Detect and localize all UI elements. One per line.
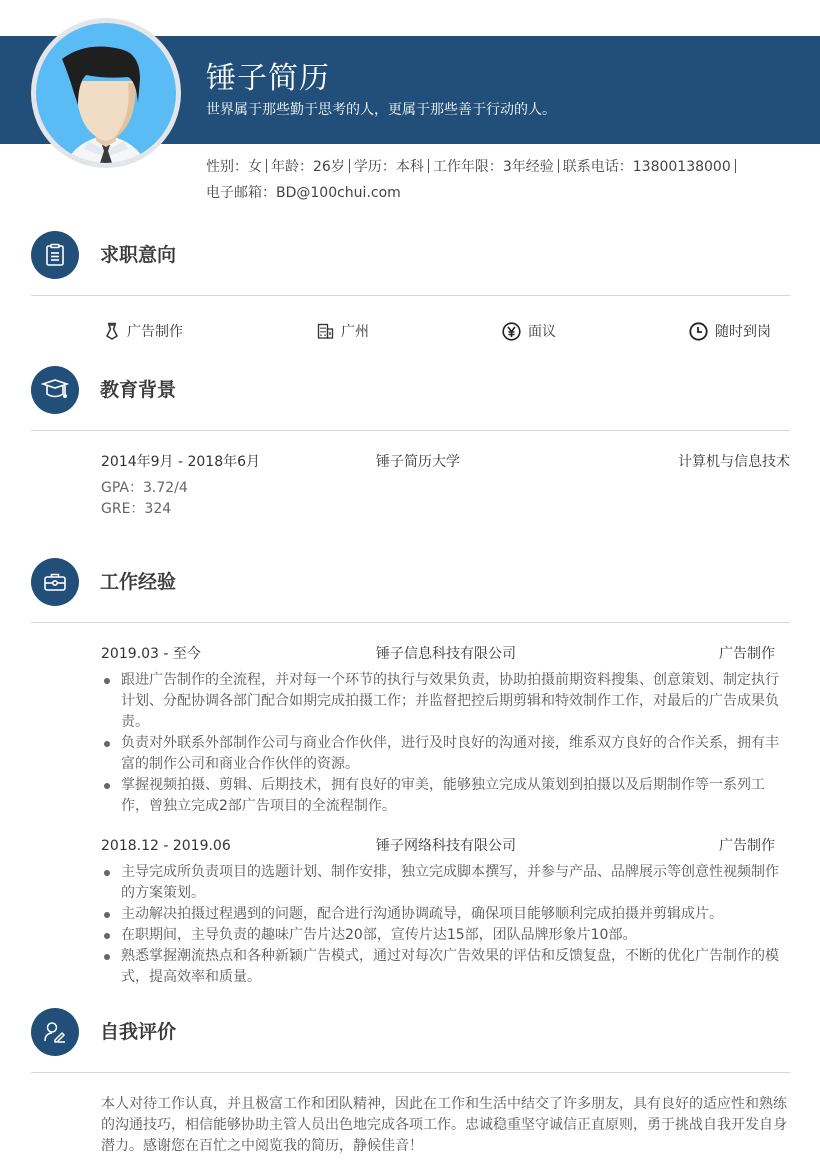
education-row <box>101 451 790 473</box>
list-item: 熟悉掌握潮流热点和各种新颖广告模式，通过对每次广告效果的评估和反馈复盘，不断的优化广告制作的模式，提高效率和质量。 <box>101 946 781 988</box>
list-item: 主导完成所负责项目的选题计划、制作安排，独立完成脚本撰写，并参与产品、品牌展示等创意性视频制作的方案策划。 <box>101 862 781 904</box>
list-item: 主动解决拍摄过程遇到的问题，配合进行沟通协调疏导，确保项目能够顺利完成拍摄并剪辑成片。 <box>101 904 781 925</box>
info-age: 年龄：26岁 <box>271 159 345 175</box>
job-header-2 <box>101 835 790 857</box>
graduation-cap-icon <box>31 366 79 414</box>
education-school: 锤子简历大学 <box>376 454 460 470</box>
info-separator <box>735 159 736 173</box>
personal-info <box>206 154 796 206</box>
education-gre: GRE：324 <box>101 501 172 517</box>
job-role: 广告制作 <box>719 646 775 662</box>
job-period: 2019.03 - 至今 <box>101 646 201 662</box>
intent-salary-label: 面议 <box>528 324 556 340</box>
info-separator <box>428 159 429 173</box>
list-item: 在职期间，主导负责的趣味广告片达20部，宣传片达15部，团队品牌形象片10部。 <box>101 925 781 946</box>
intent-item-salary <box>502 318 556 344</box>
clipboard-icon <box>31 231 79 279</box>
intent-city-label: 广州 <box>341 324 369 340</box>
avatar <box>31 18 181 168</box>
list-item: 掌握视频拍摄、剪辑、后期技术，拥有良好的审美，能够独立完成从策划到拍摄以及后期制作等一系列工作，曾独立完成2部广告项目的全流程制作。 <box>101 775 781 817</box>
job-period: 2018.12 - 2019.06 <box>101 838 231 854</box>
info-years: 工作年限：3年经验 <box>432 159 554 175</box>
job-company: 锤子网络科技有限公司 <box>376 838 516 854</box>
job-company: 锤子信息科技有限公司 <box>376 646 516 662</box>
list-item: 负责对外联系外部制作公司与商业合作伙伴，进行及时良好的沟通对接，维系双方良好的合作关系，拥有丰富的制作公司和商业合作伙伴的资源。 <box>101 733 781 775</box>
self-evaluation-text: 本人对待工作认真，并且极富工作和团队精神，因此在工作和生活中结交了许多朋友，具有良好的适应性和熟练的沟通技巧，相信能够协助主管人员出色地完成各项工作。忠诚稳重坚守诚信正直原则，勇于挑战自我开发自身潜力。感谢您在百忙之中阅览我的简历，静候佳音！ <box>101 1096 787 1154</box>
info-separator <box>349 159 350 173</box>
tie-icon <box>104 322 120 340</box>
section-header-self <box>31 1008 790 1056</box>
intent-availability-label: 随时到岗 <box>715 324 771 340</box>
yen-icon <box>502 322 521 341</box>
section-title-work: 工作经验 <box>100 571 177 593</box>
section-header-education <box>31 366 790 414</box>
info-phone: 联系电话：13800138000 <box>562 159 731 175</box>
list-item: 跟进广告制作的全流程，并对每一个环节的执行与效果负责，协助拍摄前期资料搜集、创意策划、制定执行计划、分配协调各部门配合如期完成拍摄工作；并监督把控后期剪辑和特效制作工作，对最后的广告成果负责。 <box>101 670 781 733</box>
info-separator <box>558 159 559 173</box>
building-icon <box>317 323 334 339</box>
section-divider <box>31 295 790 296</box>
intent-position-label: 广告制作 <box>127 324 183 340</box>
info-separator <box>266 159 267 173</box>
section-title-self: 自我评价 <box>100 1021 177 1043</box>
section-divider <box>31 622 790 623</box>
job-bullets-1 <box>101 670 781 817</box>
job-bullets-2 <box>101 862 781 988</box>
intent-item-city <box>317 318 369 344</box>
info-gender: 性别：女 <box>206 159 262 175</box>
section-header-work <box>31 558 790 606</box>
briefcase-icon <box>31 558 79 606</box>
resume-motto: 世界属于那些勤于思考的人，更属于那些善于行动的人。 <box>206 102 556 118</box>
job-role: 广告制作 <box>719 838 775 854</box>
section-header-intent <box>31 231 790 279</box>
section-title-education: 教育背景 <box>100 379 177 401</box>
resume-name: 锤子简历 <box>206 61 330 96</box>
avatar-illustration-icon <box>36 23 176 163</box>
info-line-1 <box>206 154 796 180</box>
education-major: 计算机与信息技术 <box>678 454 790 470</box>
info-email: 电子邮箱：BD@100chui.com <box>206 185 401 201</box>
intent-item-availability <box>689 318 771 344</box>
section-divider <box>31 430 790 431</box>
section-title-intent: 求职意向 <box>100 244 177 266</box>
info-line-2 <box>206 180 796 206</box>
education-gpa: GPA：3.72/4 <box>101 480 188 496</box>
clock-icon <box>689 322 708 341</box>
education-period: 2014年9月 - 2018年6月 <box>101 454 261 470</box>
job-header-1 <box>101 643 790 665</box>
intent-item-position <box>104 318 183 344</box>
section-divider <box>31 1072 790 1073</box>
user-edit-icon <box>31 1008 79 1056</box>
info-education: 学历：本科 <box>353 159 424 175</box>
